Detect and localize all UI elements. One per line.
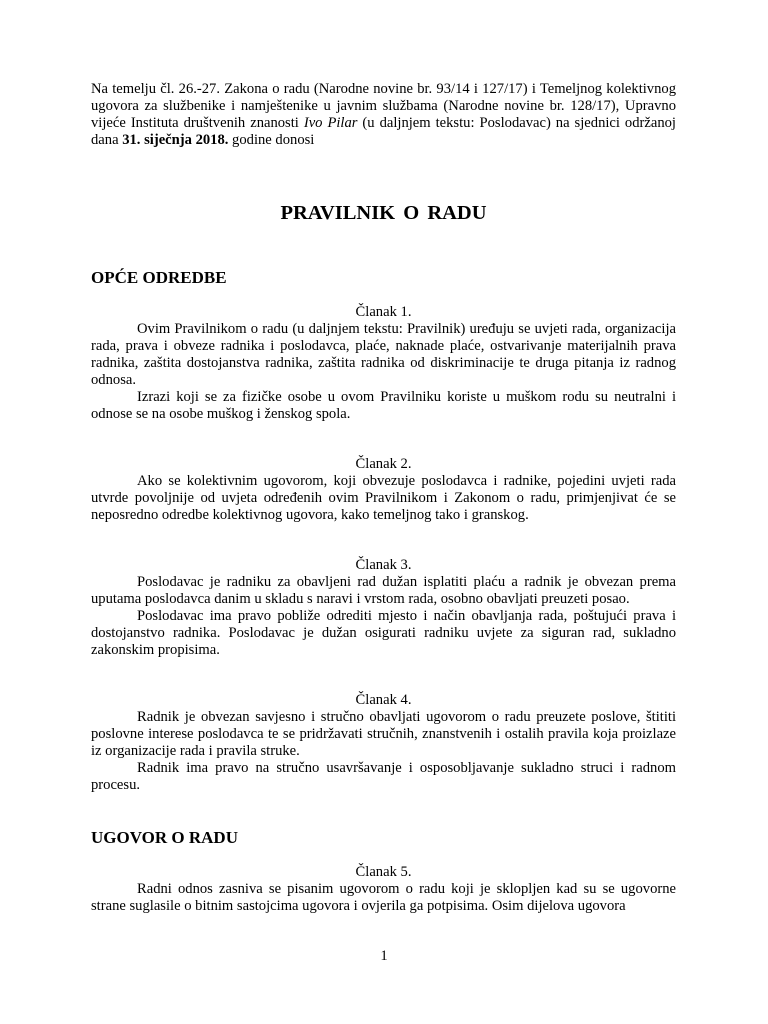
- article-1-paragraph-1: Ovim Pravilnikom o radu (u daljnjem tekstu: Pravilnik) uređuju se uvjeti rada, organizacija rada, prava i obveze radnika i poslodavca, plaće, naknade plaće, ostvarivanje materijalnih prava radnika, zaštita dostojanstva radnika, zaštita radnika od diskriminacije te druga pitanja iz radnog odnosa.: [91, 321, 676, 388]
- article-3-heading: Članak 3.: [355, 557, 412, 573]
- article-3-paragraph-2: Poslodavac ima pravo pobliže odrediti mjesto i način obavljanja rada, poštujući prava i dostojanstvo radnika. Poslodavac je dužan osigurati radniku uvjete za siguran rad, sukladno zakonskim propisima.: [91, 608, 676, 658]
- preamble-part-3: godine donosi: [228, 132, 315, 148]
- preamble-part-1: Na temelju čl. 26.-27. Zakona o radu (Narodne novine br. 93/14 i 127/17) i Temeljnog kolektivnog ugovora za službenike i namještenike u javnim službama (Narodne novine br. 128/17), Upravno vijeće Instituta društvenih znanosti: [91, 81, 676, 131]
- document-body: [91, 81, 676, 915]
- article-1-heading: Članak 1.: [355, 304, 412, 320]
- adoption-date: 31. siječnja 2018.: [122, 132, 229, 148]
- article-2-heading: Članak 2.: [355, 456, 412, 472]
- article-5-paragraph-1: Radni odnos zasniva se pisanim ugovorom o radu koji je sklopljen kad su se ugovorne strane suglasile o bitnim sastojcima ugovora i ovjerila ga potpisima. Osim dijelova ugovora: [91, 881, 676, 914]
- article-4-paragraph-2: Radnik ima pravo na stručno usavršavanje i osposobljavanje sukladno struci i radnom procesu.: [91, 760, 676, 793]
- article-3-paragraph-1: Poslodavac je radniku za obavljeni rad dužan isplatiti plaću a radnik je obvezan prema uputama poslodavca danim u skladu s naravi i vrstom rada, osobno obavljati preuzeti posao.: [91, 574, 676, 607]
- article-4-paragraph-1: Radnik je obvezan savjesno i stručno obavljati ugovorom o radu preuzete poslove, štititi poslovne interese poslodavca te se pridržavati stručnih, znanstvenih i ostalih pravila koja proizlaze iz organizacije rada i pravila struke.: [91, 709, 676, 759]
- article-4-heading: Članak 4.: [355, 692, 412, 708]
- article-1-paragraph-2: Izrazi koji se za fizičke osobe u ovom Pravilniku koriste u muškom rodu su neutralni i odnose se na osobe muškog i ženskog spola.: [91, 389, 676, 422]
- article-2-paragraph-1: Ako se kolektivnim ugovorom, koji obvezuje poslodavca i radnike, pojedini uvjeti rada utvrde povoljnije od uvjeta određenih ovim Pravilnikom i Zakonom o radu, primjenjivat će se neposredno odredbe kolektivnog ugovora, kako temeljnog tako i granskog.: [91, 473, 676, 523]
- document-title: PRAVILNIK O RADU: [280, 202, 487, 224]
- article-5-heading: Članak 5.: [355, 864, 412, 880]
- section-heading-general-provisions: OPĆE ODREDBE: [91, 268, 227, 287]
- page-number: 1: [380, 948, 388, 964]
- preamble-part-2: (u daljnjem tekstu: Poslodavac) na sjednici održanoj dana: [91, 115, 676, 148]
- institute-name: Ivo Pilar: [303, 115, 358, 131]
- section-heading-employment-contract: UGOVOR O RADU: [91, 828, 238, 847]
- preamble: [91, 81, 676, 149]
